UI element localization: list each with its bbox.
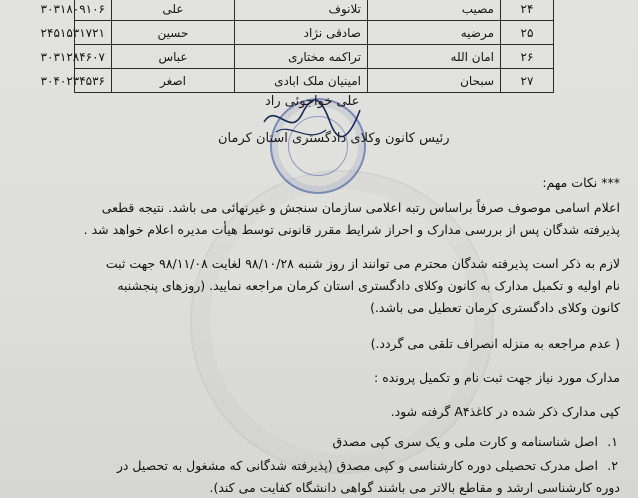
note-paragraph-4: مدارک مورد نیاز جهت ثبت نام و تکمیل پرونده : bbox=[374, 370, 620, 385]
note-paragraph-2-line-1: لازم به ذکر است پذیرفته شدگان محترم می توانند از روز شنبه ۹۸/۱۰/۲۸ لغایت ۹۸/۱۱/۰۸ جهت ثبت bbox=[105, 256, 620, 271]
row-number: ۲۵ bbox=[501, 21, 554, 45]
surname: تراکمه مختاری bbox=[235, 45, 368, 69]
list-item-number: ۱. bbox=[607, 434, 618, 449]
first-name: علی bbox=[112, 0, 235, 21]
list-item bbox=[117, 458, 618, 473]
table-row bbox=[75, 45, 554, 69]
candidates-table bbox=[40, 0, 554, 93]
father-name: مصیب bbox=[368, 0, 501, 21]
first-name: حسین bbox=[112, 21, 235, 45]
row-number: ۲۴ bbox=[501, 0, 554, 21]
surname: امینیان ملک ابادی bbox=[235, 69, 368, 93]
list-item-number: ۲. bbox=[607, 458, 618, 473]
table-row bbox=[75, 69, 554, 93]
note-paragraph-1-line-2: پذیرفته شدگان پس از بررسی مدارک و احراز شرایط مقرر قانونی توسط هیأت مدیره اعلام خواهد شد . bbox=[83, 222, 620, 237]
list-item-text: اصل مدرک تحصیلی دوره کارشناسی و کپی مصدق (پذیرفته شدگانی که مشغول به تحصیل در bbox=[116, 458, 599, 473]
note-paragraph-1-line-1: اعلام اسامی موصوف صرفاً براساس رتبه اعلامی سازمان سنجش و غیرنهائی می باشد. نتیجه قطعی bbox=[101, 200, 620, 215]
row-number: ۲۷ bbox=[501, 69, 554, 93]
surname: تلانوف bbox=[235, 0, 368, 21]
notes-heading: *** نکات مهم: bbox=[542, 175, 620, 190]
signatory-name: علی خواجوئی راد bbox=[265, 94, 360, 109]
table-row bbox=[75, 21, 554, 45]
father-name: مرضیه bbox=[368, 21, 501, 45]
note-paragraph-5: کپی مدارک ذکر شده در کاغذA۴ گرفته شود. bbox=[390, 404, 620, 419]
list-item-text: اصل شناسنامه و کارت ملی و یک سری کپی مصدق bbox=[332, 434, 599, 449]
table-row bbox=[75, 0, 554, 21]
note-paragraph-2-line-2: نام اولیه و تکمیل مدارک به کانون وکلای دادگستری استان کرمان مراجعه نمایید. (روزهای پنجشنبه bbox=[117, 278, 620, 293]
father-name: امان الله bbox=[368, 45, 501, 69]
national-id: ۳۰۳۱۲۸۴۶۰۷ bbox=[75, 45, 112, 69]
list-item-continuation: دوره کارشناسی ارشد و مقاطع بالاتر می باشند گواهی دانشگاه کفایت می کند). bbox=[209, 480, 620, 495]
national-id: ۳۰۳۱۸۰۹۱۰۶ bbox=[75, 0, 112, 21]
signatory-title: رئیس کانون وکلای دادگستری استان کرمان bbox=[218, 131, 450, 146]
national-id: ۲۴۵۱۵۳۱۷۲۱ bbox=[75, 21, 112, 45]
list-item bbox=[333, 434, 618, 449]
national-id: ۳۰۴۰۲۳۴۵۳۶ bbox=[75, 69, 112, 93]
surname: صادقی نژاد bbox=[235, 21, 368, 45]
first-name: اصغر bbox=[112, 69, 235, 93]
first-name: عباس bbox=[112, 45, 235, 69]
father-name: سبحان bbox=[368, 69, 501, 93]
watermark-emblem bbox=[190, 170, 494, 474]
row-number: ۲۶ bbox=[501, 45, 554, 69]
note-paragraph-3: ( عدم مراجعه به منزله انصراف تلقی می گردد.) bbox=[370, 336, 620, 351]
note-paragraph-2-line-3: کانون وکلای دادگستری کرمان تعطیل می باشد.) bbox=[370, 300, 620, 315]
